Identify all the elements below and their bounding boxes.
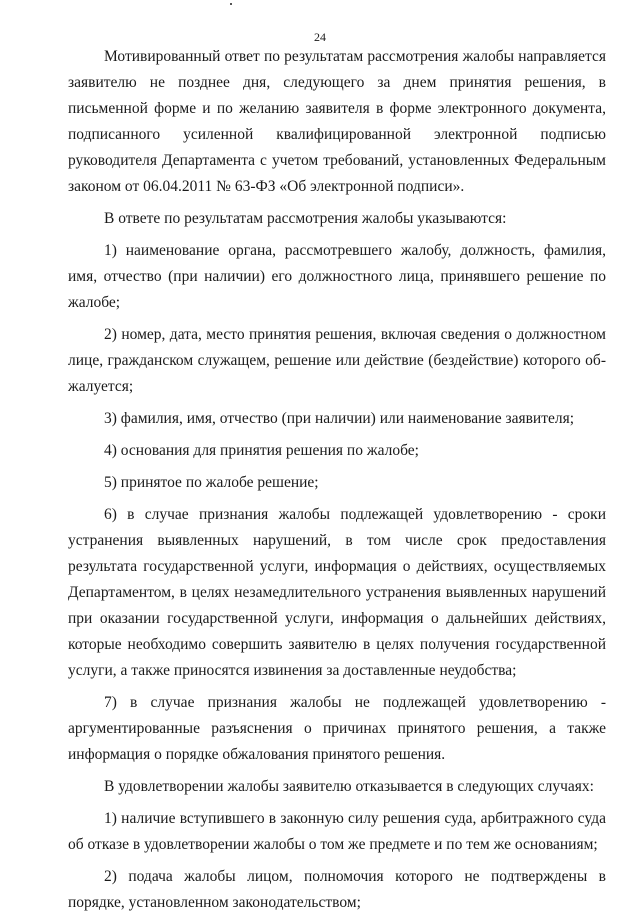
scan-speck xyxy=(230,3,232,5)
list-item-1: 1) наименование органа, рассмотревшего жалобу, должность, фамилия, имя, отчество (при наличии) его должностного лица, принявшего решение по жалобе; xyxy=(68,242,606,311)
list-item-6: 6) в случае признания жалобы подлежащей удовлетворению - сроки устранения выявленных нарушений, в том числе срок предоставления результата государственной услуги, информация о действиях, осуществляемых Департаментом, в целях незамедлительного устранения выявленных нарушений при оказании государственной услуги, информация о дальнейших действиях, которые необходимо совершить заявителю в целях получения государственной услуги, а также приносятся извинения за доставленные неудобства; xyxy=(68,506,606,679)
refusal-item-2: 2) подача жалобы лицом, полномочия которого не подтверждены в порядке, установленном законодательством; xyxy=(68,868,606,911)
paragraph-motivated-response: Мотивированный ответ по результатам рассмотрения жалобы направляется заявителю не позднее дня, следующего за днем принятия решения, в письменной форме и по желанию заявителя в форме электронного документа, подписанного усиленной квалифицированной электронной подписью руководителя Департамента с учетом требований, установленных Федеральным законом от 06.04.2011 № 63-ФЗ «Об электронной подписи». xyxy=(68,48,606,195)
list-item-7: 7) в случае признания жалобы не подлежащей удовлетворению - аргументированные разъяснения о причинах принятого решения, а также информация о порядке обжалования принятого решения. xyxy=(68,694,606,763)
list-item-5: 5) принятое по жалобе решение; xyxy=(104,474,319,491)
paragraph-refusal-intro: В удовлетворении жалобы заявителю отказывается в следующих случаях: xyxy=(104,778,594,795)
refusal-item-1: 1) наличие вступившего в законную силу решения суда, арбитражного суда об отказе в удовлетворении жалобы о том же предмете и по тем же основаниям; xyxy=(68,810,606,853)
list-item-2: 2) номер, дата, место принятия решения, включая сведения о должностном лице, гражданском служащем, решение или действие (бездействие) которого обжалуется; xyxy=(68,326,606,395)
paragraph-response-contents-intro: В ответе по результатам рассмотрения жалобы указываются: xyxy=(104,210,507,227)
document-body xyxy=(68,44,606,916)
page-number: 24 xyxy=(314,30,326,44)
list-item-4: 4) основания для принятия решения по жалобе; xyxy=(104,442,419,459)
list-item-3: 3) фамилия, имя, отчество (при наличии) или наименование заявителя; xyxy=(104,410,575,427)
